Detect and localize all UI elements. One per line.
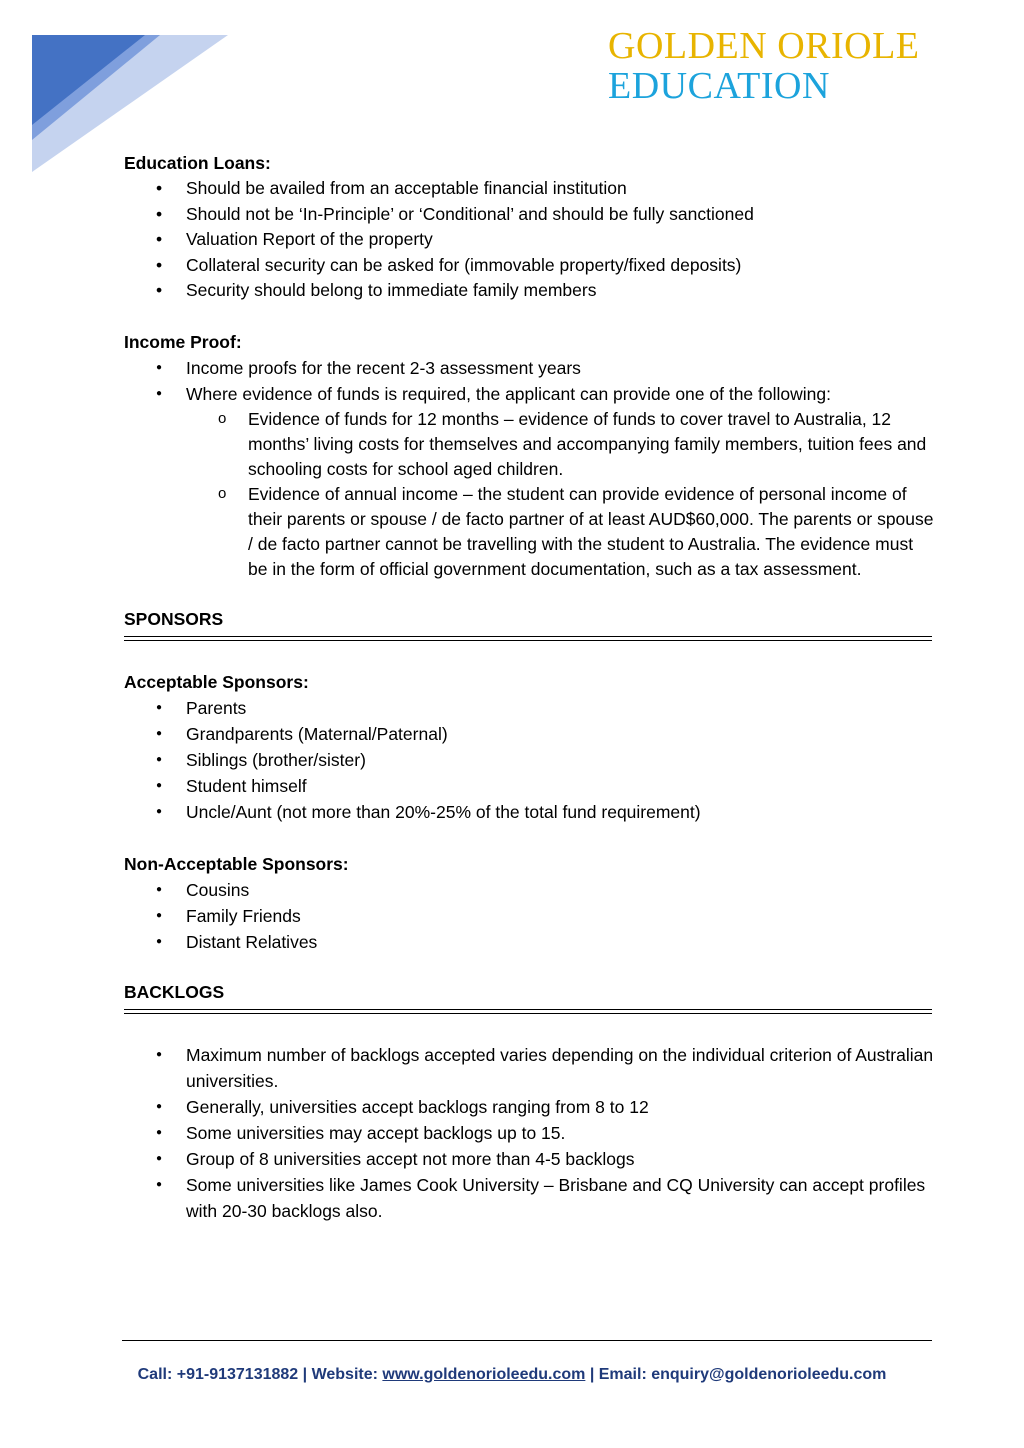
acceptable-sponsors-heading: Acceptable Sponsors: bbox=[124, 671, 309, 692]
sponsors-section-title: SPONSORS bbox=[124, 608, 224, 629]
education-loans-heading: Education Loans: bbox=[124, 153, 271, 173]
income-proof-sublist bbox=[124, 407, 934, 582]
list-item: ● Some universities may accept backlogs up to 15. bbox=[124, 1120, 934, 1146]
non-acceptable-sponsors-list bbox=[124, 877, 934, 955]
backlogs-list bbox=[124, 1042, 934, 1224]
list-item: • Security should belong to immediate family members bbox=[124, 278, 934, 304]
list-item: ● Siblings (brother/sister) bbox=[124, 747, 934, 773]
list-item: ● Cousins bbox=[124, 877, 934, 903]
list-item: • Collateral security can be asked for (immovable property/fixed deposits) bbox=[124, 253, 934, 279]
brand-line-1: GOLDEN ORIOLE bbox=[608, 25, 920, 67]
list-item: ● Grandparents (Maternal/Paternal) bbox=[124, 721, 934, 747]
list-item: ● Student himself bbox=[124, 773, 934, 799]
document-body bbox=[124, 150, 934, 1224]
list-item: ● Parents bbox=[124, 695, 934, 721]
footer-call: Call: +91-9137131882 bbox=[137, 1366, 299, 1383]
backlogs-section-title: BACKLOGS bbox=[124, 981, 225, 1002]
list-item: ● Family Friends bbox=[124, 903, 934, 929]
list-item: ● Group of 8 universities accept not more than 4-5 backlogs bbox=[124, 1146, 934, 1172]
list-item: ● Generally, universities accept backlogs ranging from 8 to 12 bbox=[124, 1094, 934, 1120]
list-item: • Should not be ‘In-Principle’ or ‘Conditional’ and should be fully sanctioned bbox=[124, 202, 934, 228]
non-acceptable-sponsors-heading: Non-Acceptable Sponsors: bbox=[124, 853, 349, 874]
footer-email: Email: enquiry@goldenorioleedu.com bbox=[598, 1366, 887, 1383]
footer-website-link[interactable]: www.goldenorioleedu.com bbox=[382, 1366, 586, 1383]
brand-logo bbox=[608, 26, 920, 106]
list-item: ● Income proofs for the recent 2-3 assessment years bbox=[124, 355, 934, 381]
list-item: ● Uncle/Aunt (not more than 20%-25% of the total fund requirement) bbox=[124, 799, 934, 825]
income-proof-heading: Income Proof: bbox=[124, 331, 242, 352]
list-item: ● Distant Relatives bbox=[124, 929, 934, 955]
sub-list-item: o Evidence of funds for 12 months – evidence of funds to cover travel to Australia, 12 months’ living costs for themselves and accompanying family members, tuition fees and schooling costs for school aged children. bbox=[124, 407, 934, 482]
acceptable-sponsors-list bbox=[124, 695, 934, 825]
sub-list-item: o Evidence of annual income – the student can provide evidence of personal income of their parents or spouse / de facto partner of at least AUD$60,000. The parents or spouse / de facto partner cannot be travelling with the student to Australia. The evidence must be in the form of official government documentation, such as a tax assessment. bbox=[124, 482, 934, 582]
brand-line-2: EDUCATION bbox=[608, 65, 830, 107]
list-item: ● Some universities like James Cook University – Brisbane and CQ University can accept profiles with 20-30 backlogs also. bbox=[124, 1172, 934, 1224]
footer-separator: | bbox=[298, 1366, 312, 1383]
footer-contact bbox=[0, 1366, 1024, 1384]
list-item: • Should be availed from an acceptable financial institution bbox=[124, 176, 934, 202]
list-item: ● Maximum number of backlogs accepted varies depending on the individual criterion of Australian universities. bbox=[124, 1042, 934, 1094]
footer-divider bbox=[122, 1340, 932, 1341]
list-item: ● Where evidence of funds is required, the applicant can provide one of the following: bbox=[124, 381, 934, 407]
footer-separator: | bbox=[585, 1366, 599, 1383]
income-proof-list bbox=[124, 355, 934, 407]
list-item: • Valuation Report of the property bbox=[124, 227, 934, 253]
footer-website-label: Website: bbox=[311, 1366, 383, 1383]
education-loans-list bbox=[124, 176, 934, 304]
